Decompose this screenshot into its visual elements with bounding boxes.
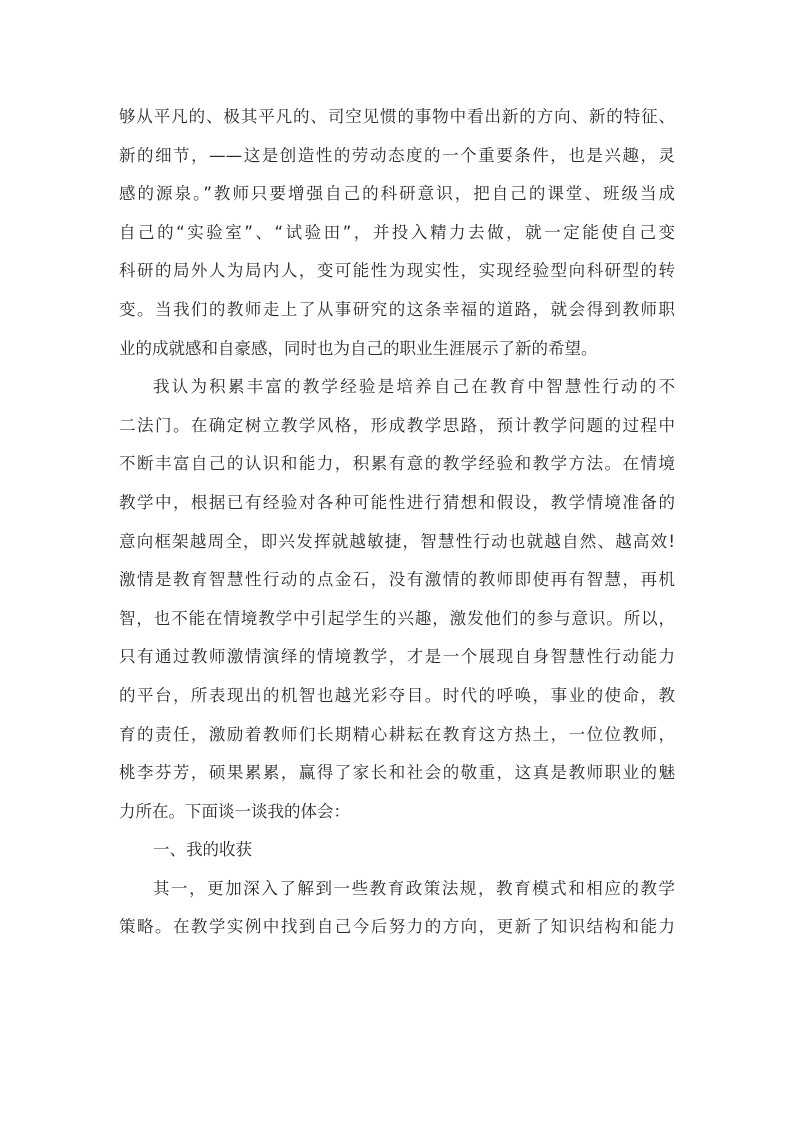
text-line: 不断丰富自己的认识和能力，积累有意的教学经验和教学方法。在情境 — [119, 454, 675, 474]
text-line: 业的成就感和自豪感，同时也为自己的职业生涯展示了新的希望。 — [119, 338, 598, 358]
text-line: 智，也不能在情境教学中引起学生的兴趣，激发他们的参与意识。所以， — [119, 608, 675, 628]
text-line: 变。当我们的教师走上了从事研究的这条幸福的道路，就会得到教师职 — [119, 299, 675, 319]
section-heading: 一、我的收获 — [153, 840, 252, 860]
text-line: 二法门。在确定树立教学风格，形成教学思路，预计教学问题的过程中 — [119, 415, 675, 435]
text-line: 育的责任，激励着教师们长期精心耕耘在教育这方热土，一位位教师， — [119, 724, 675, 744]
text-line: 力所在。下面谈一谈我的体会： — [119, 801, 350, 821]
text-line: 策略。在教学实例中找到自己今后努力的方向，更新了知识结构和能力 — [119, 917, 675, 937]
text-line: 只有通过教师激情演绎的情境教学，才是一个展现自身智慧性行动能力 — [119, 647, 675, 667]
text-line: 新的细节，——这是创造性的劳动态度的一个重要条件，也是兴趣，灵 — [119, 145, 675, 165]
text-line: 的平台，所表现出的机智也越光彩夺目。时代的呼唤，事业的使命，教 — [119, 685, 675, 705]
text-line: 感的源泉。”教师只要增强自己的科研意识，把自己的课堂、班级当成 — [119, 184, 675, 204]
paragraph-first-line: 其一，更加深入了解到一些教育政策法规，教育模式和相应的教学 — [153, 878, 675, 898]
text-line: 教学中，根据已有经验对各种可能性进行猜想和假设，教学情境准备的 — [119, 492, 675, 512]
text-line: 够从平凡的、极其平凡的、司空见惯的事物中看出新的方向、新的特征、 — [119, 107, 675, 126]
text-line: 激情是教育智慧性行动的点金石，没有激情的教师即使再有智慧，再机 — [119, 570, 675, 590]
text-line: 自己的“实验室”、“试验田”，并投入精力去做，就一定能使自己变 — [119, 222, 675, 242]
text-line: 意向框架越周全，即兴发挥就越敏捷，智慧性行动也就越自然、越高效! — [119, 531, 675, 551]
text-line: 桃李芬芳，硕果累累，赢得了家长和社会的敬重，这真是教师职业的魅 — [119, 763, 675, 783]
paragraph-first-line: 我认为积累丰富的教学经验是培养自己在教育中智慧性行动的不 — [153, 377, 675, 397]
document-body — [119, 98, 675, 947]
text-line: 科研的局外人为局内人，变可能性为现实性，实现经验型向科研型的转 — [119, 261, 675, 281]
